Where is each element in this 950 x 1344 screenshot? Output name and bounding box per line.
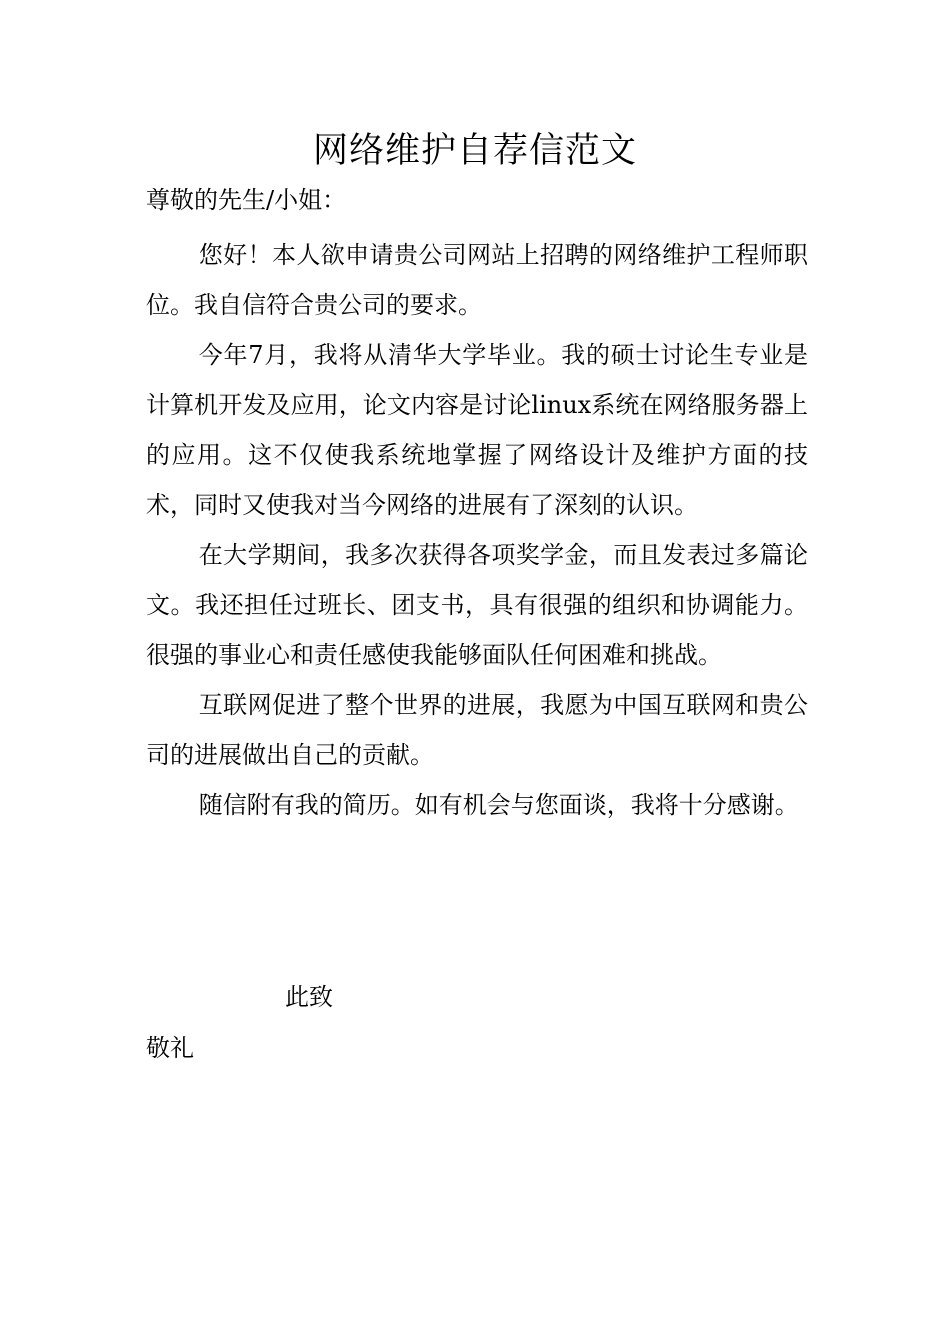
paragraph-5: 随信附有我的简历。如有机会与您面谈，我将十分感谢。 — [198, 791, 799, 819]
salutation: 尊敬的先生/小姐： — [146, 186, 347, 214]
paragraph-1: 您好！本人欲申请贵公司网站上招聘的网络维护工程师职位。我自信符合贵公司的要求。 — [146, 241, 808, 319]
closing-line-2: 敬礼 — [146, 1034, 194, 1062]
letter-body — [146, 230, 808, 830]
document-title: 网络维护自荐信范文 — [312, 131, 637, 171]
paragraph-2: 今年7月，我将从清华大学毕业。我的硕士讨论生专业是计算机开发及应用，论文内容是讨论linux系统在网络服务器上的应用。这不仅使我系统地掌握了网络设计及维护方面的技术，同时又使我对当今网络的进展有了深刻的认识。 — [146, 341, 808, 519]
paragraph-4: 互联网促进了整个世界的进展，我愿为中国互联网和贵公司的进展做出自己的贡献。 — [146, 691, 808, 769]
paragraph-3: 在大学期间，我多次获得各项奖学金，而且发表过多篇论文。我还担任过班长、团支书，具有很强的组织和协调能力。很强的事业心和责任感使我能够面队任何困难和挑战。 — [146, 541, 808, 669]
closing-line-1: 此致 — [285, 983, 333, 1011]
